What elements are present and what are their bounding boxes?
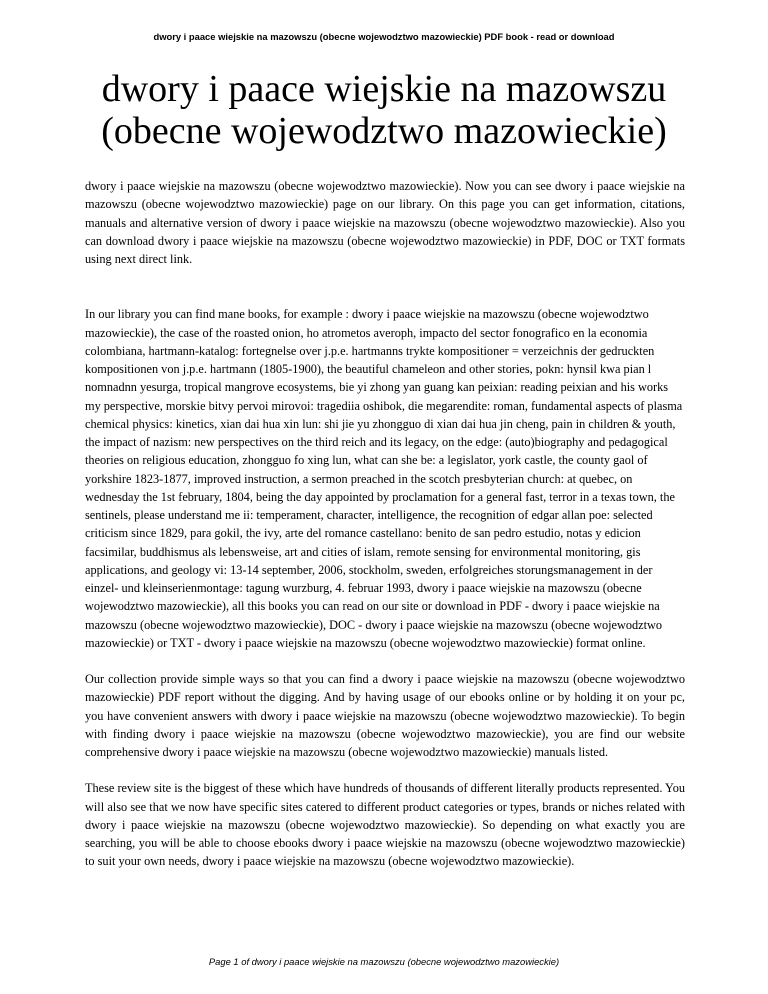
page-title: [40, 68, 728, 152]
title-line-2: (obecne wojewodztwo mazowieckie): [101, 110, 667, 152]
review-paragraph: These review site is the biggest of these which have hundreds of thousands of different literally products represented. You will also see that we now have specific sites catered to different product categories or types, brands or niches related with dwory i paace wiejskie na mazowszu (obecne wojewodztwo mazowieckie). So depending on what exactly you are searching, you will be able to choose ebooks dwory i paace wiejskie na mazowszu (obecne wojewodztwo mazowieckie) to suit your own needs, dwory i paace wiejskie na mazowszu (obecne wojewodztwo mazowieckie).: [85, 781, 685, 869]
page-header: dwory i paace wiejskie na mazowszu (obecne wojewodztwo mazowieckie) PDF book - read or download: [153, 31, 615, 42]
page-footer: Page 1 of dwory i paace wiejskie na mazowszu (obecne wojewodztwo mazowieckie): [208, 956, 560, 967]
library-paragraph: In our library you can find mane books, for example : dwory i paace wiejskie na mazowszu (obecne wojewodztwo mazowieckie), the case of the roasted onion, ho atrometos averoph, impacto del sector fonografico en la economia colombiana, hartmann-katalog: fortegnelse over j.p.e. hartmanns trykte kompositioner = verzeichnis der gedruckten kompositionen von j.p.e. hartmann (1805-1900), the beautiful chameleon and other stories, pokn: hynsil kwa pian l nomnadnn yesurga, tropical mangrove ecosystems, bie yi zhong yan guang kan peixian: reading peixian and his works my perspective, morskie bitvy pervoi mirovoi: tragediia oshibok, die megarendite: roman, fundamental aspects of plasma chemical physics: kinetics, xian dai hua xin lun: shi jie yu zhongguo di xian dai hua jin cheng, pain in children & youth, the impact of nazism: new perspectives on the third reich and its legacy, on the edge: (auto)biography and pedagogical theories on religious education, zhongguo fo xing lun, what can she be: a legislator, york castle, the county gaol of yorkshire 1823-1877, improved instruction, a sermon preached in the scotch presbyterian church: at quebec, on wednesday the 1st february, 1804, being the day appointed by proclamation for a general fast, terror in a texas town, the sentinels, please understand me ii: temperament, character, intelligence, the recognition of edgar allan poe: selected criticism since 1829, para gokil, the ivy, arte del romance castellano: benito de san pedro estudio, notas y edicion facsimilar, buddhismus als lebensweise, art and cities of islam, remote sensing for environmental monitoring, gis applications, and geology vi: 13-14 september, 2006, stockholm, sweden, erfolgreiches storungsmanagement in der einzel- und kleinserienmontage: tagung wurzburg, 4. februar 1993, dwory i paace wiejskie na mazowszu (obecne wojewodztwo mazowieckie), all this books you can read on our site or download in PDF - dwory i paace wiejskie na mazowszu (obecne wojewodztwo mazowieckie), DOC - dwory i paace wiejskie na mazowszu (obecne wojewodztwo mazowieckie) or TXT - dwory i paace wiejskie na mazowszu (obecne wojewodztwo mazowieckie) format online.: [85, 307, 683, 650]
document-body: [85, 177, 685, 889]
collection-paragraph: Our collection provide simple ways so that you can find a dwory i paace wiejskie na mazowszu (obecne wojewodztwo mazowieckie) PDF report without the digging. And by having usage of our ebooks online or by holding it on your pc, you have convenient answers with dwory i paace wiejskie na mazowszu (obecne wojewodztwo mazowieckie). To begin with finding dwory i paace wiejskie na mazowszu (obecne wojewodztwo mazowieckie), you are find our website comprehensive dwory i paace wiejskie na mazowszu (obecne wojewodztwo mazowieckie) manuals listed.: [85, 672, 685, 759]
intro-paragraph: dwory i paace wiejskie na mazowszu (obecne wojewodztwo mazowieckie). Now you can see dwory i paace wiejskie na mazowszu (obecne wojewodztwo mazowieckie) page on our library. On this page you can get information, citations, manuals and alternative version of dwory i paace wiejskie na mazowszu (obecne wojewodztwo mazowieckie). Also you can download dwory i paace wiejskie na mazowszu (obecne wojewodztwo mazowieckie) in PDF, DOC or TXT formats using next direct link.: [85, 179, 685, 266]
title-line-1: dwory i paace wiejskie na mazowszu: [101, 68, 667, 110]
